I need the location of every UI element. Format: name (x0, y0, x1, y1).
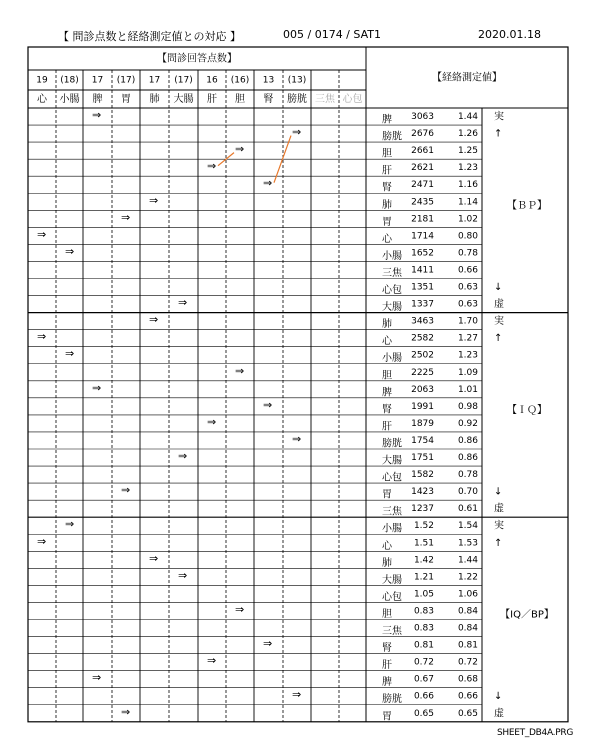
deficiency-label: 虚 (494, 708, 504, 720)
meridian-value-2: 0.72 (457, 657, 478, 668)
meridian-name: 三焦 (382, 626, 402, 638)
meridian-value-1: 2181 (411, 214, 434, 225)
section-label: 【ＢＰ】 (507, 200, 547, 212)
meridian-name: 胃 (382, 711, 392, 723)
meridian-value-1: 0.83 (413, 606, 434, 617)
report-date: 2020.01.18 (478, 28, 541, 41)
footer-program-name: SHEET_DB4A.PRG (497, 728, 573, 738)
meridian-name: 膀胱 (382, 131, 402, 143)
meridian-value-2: 0.81 (457, 640, 478, 651)
column-name: 胆 (235, 94, 245, 105)
meridian-value-2: 0.84 (457, 606, 478, 617)
meridian-value-2: 0.66 (457, 265, 478, 276)
arrow-mark: ⇒ (37, 227, 47, 241)
meridian-value-2: 1.23 (457, 163, 478, 174)
arrow-mark: ⇒ (235, 142, 245, 156)
meridian-name: 小腸 (382, 353, 402, 365)
excess-label: 実 (494, 520, 504, 532)
meridian-value-1: 1652 (411, 248, 434, 259)
meridian-value-1: 1.51 (413, 538, 434, 549)
meridian-name: 心包 (382, 285, 402, 297)
meridian-value-1: 2661 (411, 146, 434, 157)
arrow-mark: ⇒ (178, 449, 188, 463)
meridian-value-1: 0.81 (413, 640, 434, 651)
column-score: 19 (36, 75, 48, 86)
arrow-mark: ⇒ (235, 364, 245, 378)
arrow-mark: ⇒ (149, 313, 159, 327)
meridian-name: 胃 (382, 489, 392, 501)
arrow-mark: ⇒ (65, 517, 75, 531)
meridian-value-2: 1.22 (457, 572, 478, 583)
meridian-value-2: 1.27 (457, 333, 478, 344)
meridian-value-1: 1.52 (413, 521, 434, 532)
meridian-name: 小腸 (382, 250, 402, 262)
meridian-name: 肺 (382, 319, 392, 331)
meridian-value-2: 1.16 (457, 180, 478, 191)
meridian-value-2: 0.78 (457, 470, 478, 481)
column-score: 17 (91, 75, 104, 86)
meridian-name: 腎 (382, 182, 392, 194)
meridian-value-1: 2063 (411, 384, 434, 395)
meridian-name: 膀胱 (382, 694, 402, 706)
meridian-value-1: 1423 (411, 487, 434, 498)
meridian-name: 膀胱 (382, 438, 402, 450)
meridian-value-1: 0.67 (413, 674, 434, 685)
arrow-mark: ⇒ (149, 193, 159, 207)
meridian-name: 心 (382, 336, 392, 348)
arrow-mark: ⇒ (207, 654, 217, 668)
arrow-mark: ⇒ (292, 432, 302, 446)
column-score: 17 (148, 75, 161, 86)
arrow-mark: ⇒ (65, 347, 75, 361)
meridian-name: 腎 (382, 404, 392, 416)
meridian-value-2: 0.66 (457, 691, 478, 702)
meridian-value-2: 0.98 (457, 401, 478, 412)
excess-label: 実 (494, 111, 504, 123)
meridian-value-2: 1.23 (457, 350, 478, 361)
arrow-mark: ⇒ (263, 637, 273, 651)
meridian-value-2: 0.84 (457, 623, 478, 634)
meridian-name: 肺 (382, 557, 392, 569)
arrow-mark: ⇒ (292, 125, 302, 139)
meridian-value-2: 0.92 (457, 418, 478, 429)
up-arrow-icon: ↑ (494, 537, 503, 549)
meridian-value-1: 1751 (411, 453, 434, 464)
down-arrow-icon: ↓ (494, 691, 503, 703)
column-score: (18) (60, 75, 79, 86)
column-name: 肝 (207, 94, 217, 105)
column-score: 13 (262, 75, 275, 86)
meridian-value-1: 1754 (411, 435, 434, 446)
meridian-name: 三焦 (382, 506, 402, 518)
column-name: 腎 (263, 94, 274, 105)
meridian-value-2: 0.65 (457, 708, 478, 719)
meridian-value-1: 1411 (411, 265, 434, 276)
arrow-mark: ⇒ (263, 398, 273, 412)
meridian-value-2: 1.14 (457, 197, 478, 208)
deficiency-label: 虚 (494, 299, 504, 311)
meridian-name: 胆 (382, 370, 392, 382)
meridian-value-1: 2502 (411, 350, 434, 361)
meridian-value-1: 2621 (411, 163, 434, 174)
meridian-value-1: 0.72 (413, 657, 434, 668)
meridian-value-1: 2471 (411, 180, 434, 191)
arrow-mark: ⇒ (37, 330, 47, 344)
column-score: (13) (287, 75, 307, 86)
meridian-value-2: 0.80 (457, 231, 478, 242)
up-arrow-icon: ↑ (494, 333, 503, 345)
meridian-name: 大腸 (382, 574, 402, 586)
section-label: 【IQ／BP】 (500, 609, 554, 621)
column-score: (17) (116, 75, 136, 86)
meridian-name: 小腸 (382, 523, 402, 535)
meridian-value-2: 1.09 (457, 367, 478, 378)
column-score: 16 (206, 75, 218, 86)
column-name: 大腸 (173, 94, 194, 105)
meridian-name: 心 (382, 540, 392, 552)
meridian-value-1: 3063 (411, 112, 434, 123)
column-name: 心包 (342, 94, 363, 105)
up-arrow-icon: ↑ (494, 128, 503, 140)
meridian-value-2: 1.02 (457, 214, 478, 225)
arrow-mark: ⇒ (92, 381, 102, 395)
arrow-mark: ⇒ (207, 159, 217, 173)
meridian-name: 脾 (382, 114, 392, 126)
meridian-value-2: 0.68 (457, 674, 478, 685)
meridian-value-1: 0.65 (413, 708, 434, 719)
meridian-value-2: 1.53 (457, 538, 478, 549)
meridian-value-1: 1.21 (413, 572, 434, 583)
arrow-mark: ⇒ (178, 568, 188, 582)
arrow-mark: ⇒ (92, 108, 102, 122)
arrow-mark: ⇒ (207, 415, 217, 429)
meridian-value-2: 1.01 (457, 384, 478, 395)
down-arrow-icon: ↓ (494, 282, 503, 294)
meridian-value-1: 2435 (411, 197, 434, 208)
meridian-value-2: 1.44 (457, 112, 478, 123)
meridian-name: 肺 (382, 199, 392, 211)
arrow-mark: ⇒ (121, 210, 131, 224)
deficiency-label: 虚 (494, 503, 504, 515)
meridian-name: 心 (382, 233, 392, 245)
record-id: 005 / 0174 / SAT1 (283, 28, 381, 41)
meridian-value-2: 0.78 (457, 248, 478, 259)
meridian-value-1: 1.42 (413, 555, 434, 566)
meridian-value-2: 0.63 (457, 299, 478, 310)
meridian-value-2: 1.25 (457, 146, 478, 157)
column-score: (16) (230, 75, 250, 86)
column-name: 小腸 (59, 94, 80, 105)
meridian-name: 脾 (382, 677, 392, 689)
table-frame (28, 47, 568, 722)
column-score: (17) (174, 75, 193, 86)
meridian-value-1: 0.83 (413, 623, 434, 634)
arrow-mark: ⇒ (65, 244, 75, 258)
meridian-name: 胆 (382, 148, 392, 160)
meridian-value-2: 1.06 (457, 589, 478, 600)
arrow-mark: ⇒ (121, 705, 131, 719)
meridian-value-1: 0.66 (413, 691, 434, 702)
arrow-mark: ⇒ (292, 688, 302, 702)
meridian-name: 心包 (382, 591, 402, 603)
meridian-value-1: 1991 (411, 401, 434, 412)
meridian-name: 腎 (382, 643, 392, 655)
meridian-value-2: 0.70 (457, 487, 478, 498)
arrow-mark: ⇒ (37, 534, 47, 548)
meridian-value-2: 0.86 (457, 435, 478, 446)
arrow-mark: ⇒ (149, 551, 159, 565)
column-name: 脾 (92, 94, 103, 105)
meridian-value-1: 1714 (411, 231, 434, 242)
meridian-value-1: 1351 (411, 282, 434, 293)
right-table-title: 【経絡測定値】 (432, 72, 502, 84)
meridian-value-1: 3463 (411, 316, 434, 327)
meridian-value-1: 1337 (411, 299, 434, 310)
excess-label: 実 (494, 316, 504, 328)
meridian-value-2: 1.26 (457, 129, 478, 140)
meridian-name: 大腸 (382, 302, 402, 314)
meridian-value-1: 2676 (411, 129, 434, 140)
meridian-value-2: 0.61 (457, 504, 478, 515)
meridian-value-1: 1582 (411, 470, 434, 481)
meridian-value-2: 1.54 (457, 521, 478, 532)
meridian-name: 肝 (382, 421, 392, 433)
meridian-value-1: 2582 (411, 333, 434, 344)
meridian-name: 心包 (382, 472, 402, 484)
meridian-name: 肝 (382, 165, 392, 177)
arrow-mark: ⇒ (178, 296, 188, 310)
arrow-mark: ⇒ (263, 176, 273, 190)
arrow-mark: ⇒ (92, 671, 102, 685)
meridian-name: 胃 (382, 216, 392, 228)
meridian-value-1: 1.05 (413, 589, 434, 600)
column-name: 三焦 (315, 94, 335, 105)
arrow-mark: ⇒ (235, 602, 245, 616)
meridian-name: 三焦 (382, 267, 402, 279)
meridian-name: 肝 (382, 660, 392, 672)
section-label: 【ＩＱ】 (507, 404, 547, 416)
meridian-name: 大腸 (382, 455, 402, 467)
meridian-value-2: 0.86 (457, 453, 478, 464)
meridian-value-1: 2225 (411, 367, 434, 378)
meridian-value-2: 0.63 (457, 282, 478, 293)
meridian-value-1: 1879 (411, 418, 434, 429)
arrow-mark: ⇒ (121, 483, 131, 497)
meridian-value-2: 1.70 (457, 316, 478, 327)
column-name: 胃 (121, 94, 131, 105)
down-arrow-icon: ↓ (494, 486, 503, 498)
meridian-value-2: 1.44 (457, 555, 478, 566)
column-name: 心 (37, 94, 47, 105)
meridian-name: 胆 (382, 608, 392, 620)
column-name: 膀胱 (287, 94, 307, 105)
left-table-title: 【問診回答点数】 (157, 53, 237, 65)
column-name: 肺 (149, 94, 160, 105)
document-title: 【 問診点数と経絡測定値との対応 】 (58, 30, 241, 43)
meridian-name: 脾 (382, 387, 392, 399)
meridian-value-1: 1237 (411, 504, 434, 515)
